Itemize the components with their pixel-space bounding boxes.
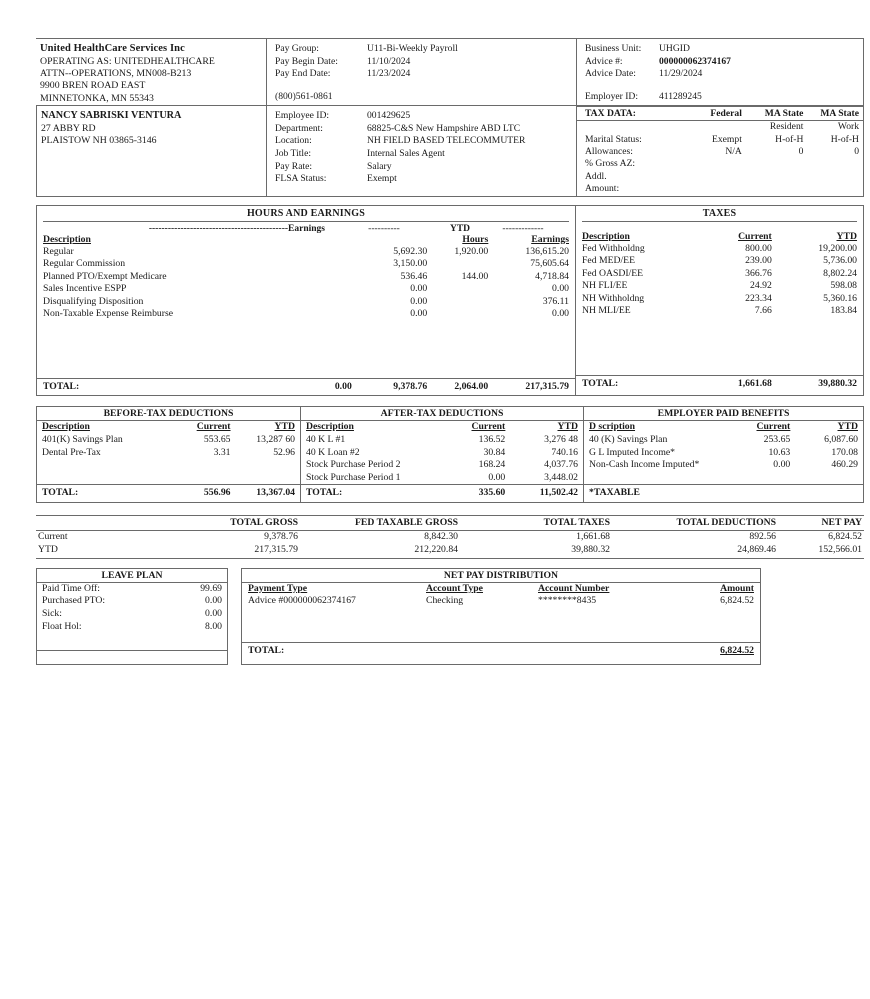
earnings-row [37,308,575,320]
taxes-column-header [576,231,863,243]
tax-row [576,268,863,280]
pay-rate-label: Pay Rate: [275,160,313,172]
earnings-row [37,258,575,270]
earnings-column-header [37,234,575,246]
earnings-row [37,246,575,258]
before-tax-col-current: Current [196,421,231,433]
employer-benefit-description: Non-Cash Income Imputed* [589,459,700,471]
summary-col-net-pay: NET PAY [821,516,862,528]
earnings-ytd-amount: 136,615.20 [525,245,569,257]
summary-total-deductions: 24,869.46 [737,544,776,556]
after-tax-total-label: TOTAL: [306,487,343,499]
tax-sub-resident: Resident [769,121,804,133]
after-tax-column-header [301,421,583,434]
earnings-ytd-amount: 0.00 [552,283,569,295]
tax-ytd: 183.84 [830,305,858,316]
before-tax-total-current: 556.96 [203,487,231,499]
after-tax-current: 0.00 [488,471,506,483]
employer-paid-benefits-title: EMPLOYER PAID BENEFITS [657,408,790,420]
flsa-status-value: Exempt [367,173,397,185]
employer-benefit-description: G L Imputed Income* [589,446,675,458]
header-bottom-rule [36,196,864,197]
department-value: 68825-C&S New Hampshire ABD LTC [367,122,521,134]
earnings-description: Regular [43,245,74,257]
net-pay-column-header [242,583,760,596]
earnings-amount: 0.00 [410,308,428,319]
company-block [36,39,266,105]
tax-col-federal: Federal [710,108,742,120]
document-header [36,38,864,105]
earnings-ytd-hours [427,258,488,270]
earnings-ytd-hours: 144.00 [461,270,489,282]
employee-details-block [266,106,576,195]
marital-status-resident: H-of-H [775,133,804,145]
before-tax-col-description: Description [42,421,90,433]
leave-row [37,595,227,608]
company-address-line: ATTN--OPERATIONS, MN008-B213 [40,67,192,79]
business-unit-row [585,43,863,56]
net-pay-col-amount: Amount [720,582,754,594]
earnings-total-ytd-earnings: 217,315.79 [525,381,569,393]
pay-rate-row [275,161,576,174]
pay-begin-label: Pay Begin Date: [275,55,338,67]
leave-plan-panel [36,568,228,665]
taxes-panel [576,205,864,397]
earnings-col-ytd-hours: Hours [462,233,489,245]
earnings-total-row [37,379,575,395]
marital-status-federal: Exempt [712,133,742,145]
department-label: Department: [275,122,323,134]
earnings-description: Disqualifying Disposition [43,295,144,307]
earnings-amount: 0.00 [410,295,428,307]
before-tax-ytd: 52.96 [273,446,295,458]
earnings-row [37,296,575,308]
job-title-value: Internal Sales Agent [367,147,445,159]
company-address-line: MINNETONKA, MN 55343 [40,92,154,104]
after-tax-col-current: Current [471,421,506,433]
employer-id-label: Employer ID: [585,90,639,102]
employer-paid-benefits-panel [584,406,864,502]
earnings-description: Sales Incentive ESPP [43,283,127,295]
pay-group-row [275,43,576,56]
earnings-dash-mid: ---------- [368,223,400,234]
pct-gross-label: % Gross AZ: [585,158,636,170]
tax-row [576,305,863,317]
amount-label-row [577,183,863,195]
earnings-amount: 536.46 [400,270,428,282]
employer-benefits-col-description: D scription [589,421,636,433]
taxes-total-label: TOTAL: [582,378,619,390]
taxes-total-ytd: 39,880.32 [818,378,858,390]
summary-fed-taxable-gross: 8,842.30 [424,531,458,543]
advice-date-row [585,68,863,81]
tax-data-block [576,106,864,195]
leave-row [37,583,227,596]
before-tax-total-ytd: 13,367.04 [256,487,295,499]
leave-row [37,608,227,621]
earnings-dash-header [37,222,575,234]
net-pay-distribution-title: NET PAY DISTRIBUTION [443,569,559,581]
advice-number-value: 000000062374167 [659,55,731,67]
business-unit-value: UHGID [659,43,690,54]
summary-row-label: YTD [38,544,58,556]
tax-current: 7.66 [754,305,772,316]
advice-number-label: Advice #: [585,55,623,67]
tax-current: 223.34 [745,292,772,304]
summary-col-total-gross: TOTAL GROSS [230,516,298,528]
leave-label: Float Hol: [42,621,82,633]
pay-end-row [275,68,576,81]
leave-row [37,621,227,634]
pay-group-label: Pay Group: [275,43,319,54]
employer-benefit-current: 10.63 [768,446,791,458]
tax-description: NH MLI/EE [582,305,631,316]
earnings-description: Planned PTO/Exempt Medicare [43,270,167,282]
job-title-label: Job Title: [275,147,311,159]
employer-benefit-ytd: 460.29 [831,459,858,471]
net-pay-distribution-panel [241,568,761,665]
net-pay-account-number: ********8435 [538,595,597,607]
before-tax-current: 553.65 [203,434,231,445]
company-address-line: OPERATING AS: UNITEDHEALTHCARE [40,55,215,67]
tax-col-state-resident: MA State [764,108,804,120]
after-tax-description: Stock Purchase Period 1 [306,471,401,483]
employer-id-row [585,91,863,104]
after-tax-row [301,434,583,447]
advice-block [576,39,864,105]
employer-id-value: 411289245 [659,90,702,102]
location-value: NH FIELD BASED TELECOMMUTER [367,135,526,147]
net-pay-col-account-number: Account Number [538,582,610,594]
allowances-work: 0 [854,145,859,157]
taxable-footnote-row [584,485,863,502]
before-tax-column-header [37,421,300,434]
net-pay-filler [242,608,760,642]
summary-total-taxes: 1,661.68 [576,531,610,543]
after-tax-total-ytd: 11,502.42 [539,487,578,499]
advice-date-value: 11/29/2024 [659,68,703,80]
employer-benefit-ytd: 170.08 [831,446,858,458]
taxes-title: TAXES [702,207,737,219]
earnings-amount: 0.00 [410,283,428,295]
tax-current: 24.92 [750,280,772,292]
employee-address-line-1: 27 ABBY RD [41,122,96,134]
after-tax-total-current: 335.60 [478,487,506,499]
employer-benefit-row [584,434,863,447]
earnings-ytd-amount: 4,718.84 [535,270,569,282]
allowances-row [577,146,863,158]
tax-current: 366.76 [745,267,772,279]
summary-row-label: Current [38,531,68,543]
leave-plan-title: LEAVE PLAN [101,569,163,581]
net-pay-account-type: Checking [426,595,464,607]
advice-number-row [585,56,863,69]
deductions-section [36,406,864,502]
before-tax-ytd: 13,287 60 [256,434,295,445]
earnings-ytd-hours: 1,920.00 [454,245,489,257]
tax-ytd: 19,200.00 [818,242,858,254]
after-tax-col-ytd: YTD [557,421,578,433]
marital-status-work: H-of-H [830,133,859,145]
tax-description: NH Withholdng [582,292,645,304]
location-label: Location: [275,135,312,147]
taxes-total-current: 1,661.68 [737,378,772,390]
leave-value: 0.00 [205,595,222,607]
before-tax-deductions-panel [36,406,301,502]
employee-id-row [275,110,576,123]
department-row [275,123,576,136]
earnings-ytd-hours [427,308,488,320]
amount-label: Amount: [585,183,620,195]
earnings-col-ytd-earnings: Earnings [531,233,569,245]
leave-label: Sick: [42,608,62,620]
addl-label: Addl. [585,170,607,182]
net-pay-col-payment-type: Payment Type [248,582,308,594]
taxes-total-row [576,376,863,392]
earnings-row [37,283,575,295]
employee-id-value: 001429625 [367,110,411,122]
tax-row [576,243,863,255]
employer-benefit-current: 0.00 [773,459,791,471]
earnings-description: Non-Taxable Expense Reimburse [43,308,174,319]
earnings-total-earnings: 9,378.76 [393,381,428,393]
hours-and-earnings-title: HOURS AND EARNINGS [246,207,366,219]
before-tax-deductions-title: BEFORE-TAX DEDUCTIONS [103,408,234,420]
summary-fed-taxable-gross: 212,220.84 [414,544,458,556]
tax-row [576,280,863,292]
before-tax-filler [37,459,300,484]
tax-row [576,255,863,267]
earnings-taxes-section [36,205,864,397]
employer-benefit-ytd: 6,087.60 [824,434,858,445]
summary-net-pay: 152,566.01 [818,544,862,556]
leave-filler [37,634,227,650]
after-tax-description: Stock Purchase Period 2 [306,459,401,471]
after-tax-row [301,472,583,485]
before-tax-description: Dental Pre-Tax [42,446,101,458]
after-tax-deductions-panel [301,406,584,502]
pct-gross-row [577,158,863,170]
earnings-ytd-label: YTD [449,223,471,234]
leave-label: Paid Time Off: [42,582,100,594]
allowances-federal: N/A [725,145,742,157]
earnings-total-ytd-hours: 2,064.00 [454,381,489,393]
summary-total-taxes: 39,880.32 [571,544,610,556]
after-tax-total-row [301,485,583,502]
flsa-status-row [275,173,576,186]
net-pay-row [242,595,760,608]
summary-col-fed-taxable-gross: FED TAXABLE GROSS [355,516,458,528]
after-tax-row [301,459,583,472]
employer-benefit-description: 40 (K) Savings Plan [589,434,668,445]
after-tax-current: 136.52 [478,434,506,445]
summary-band [36,515,864,559]
leave-label: Purchased PTO: [42,595,106,607]
company-phone: (800)561-0861 [275,90,333,102]
summary-bottom-rule [36,558,864,559]
earnings-filler [37,320,575,378]
earnings-ytd-hours [427,283,488,295]
marital-status-label: Marital Status: [585,133,642,145]
tax-ytd: 598.08 [830,280,858,292]
earnings-row [37,271,575,283]
before-tax-current: 3.31 [213,446,231,458]
net-pay-total-amount: 6,824.52 [720,645,754,657]
earnings-col-description: Description [43,233,91,245]
tax-description: Fed MED/EE [582,255,636,267]
taxes-col-current: Current [738,230,772,242]
employer-benefit-row [584,447,863,460]
employee-address-line-2: PLAISTOW NH 03865-3146 [41,135,157,147]
pay-end-value: 11/23/2024 [367,68,411,80]
after-tax-ytd: 4,037.76 [544,459,578,471]
tax-description: NH FLI/EE [582,280,628,292]
after-tax-ytd: 740.16 [551,446,578,458]
leave-footer-space [37,651,227,664]
after-tax-description: 40 K L #1 [306,434,346,445]
tax-current: 239.00 [745,255,772,267]
after-tax-current: 30.84 [483,446,506,458]
after-tax-ytd: 3,276 48 [544,434,578,445]
after-tax-current: 168.24 [478,459,506,471]
earnings-total-label: TOTAL: [43,381,80,393]
tax-ytd: 5,360.16 [823,292,858,304]
earnings-ytd-amount: 376.11 [542,295,569,307]
taxes-col-ytd: YTD [836,230,858,242]
after-tax-ytd: 3,448.02 [544,471,578,483]
bottom-section [36,568,864,665]
leave-value: 99.69 [200,582,222,594]
earnings-amount: 5,692.30 [393,245,428,257]
after-tax-description: 40 K Loan #2 [306,446,360,458]
summary-total-gross: 217,315.79 [254,544,298,556]
pay-begin-value: 11/10/2024 [367,55,411,67]
tax-data-title: TAX DATA: [585,108,636,120]
allowances-resident: 0 [798,145,804,157]
advice-date-label: Advice Date: [585,68,636,80]
flsa-status-label: FLSA Status: [275,173,327,185]
taxes-filler [576,317,863,375]
summary-col-total-taxes: TOTAL TAXES [543,516,610,528]
summary-row-current [36,531,864,544]
tax-ytd: 5,736.00 [823,255,858,267]
tax-ytd: 8,802.24 [823,267,858,279]
tax-col-state-work: MA State [820,108,859,120]
tax-data-header [577,106,863,121]
earnings-ytd-hours [427,296,488,308]
pay-advice-document [36,38,864,665]
hours-and-earnings-panel [36,205,576,397]
tax-subheader-row [577,121,863,133]
after-tax-row [301,447,583,460]
employer-benefits-column-header [584,421,863,434]
pay-begin-row [275,56,576,69]
addl-label-row [577,171,863,183]
pay-group-value: U11-Bi-Weekly Payroll [367,43,458,54]
employee-tax-band [36,105,864,195]
employer-benefit-current: 253.65 [763,434,791,445]
after-tax-col-description: Description [306,421,354,433]
summary-col-total-deductions: TOTAL DEDUCTIONS [676,516,776,528]
earnings-ytd-amount: 0.00 [552,308,569,319]
taxable-footnote: *TAXABLE [589,486,640,498]
leave-value: 8.00 [205,621,222,633]
after-tax-deductions-title: AFTER-TAX DEDUCTIONS [380,408,504,420]
earnings-description: Regular Commission [43,258,126,270]
summary-col-blank [38,517,150,530]
earnings-ytd-amount: 75,605.64 [530,258,569,270]
earnings-dash-left: --------------------------------------------Earnings [148,223,325,234]
tax-sub-work: Work [837,121,859,133]
job-title-row [275,148,576,161]
employee-address-block [36,106,266,195]
tax-description: Fed OASDI/EE [582,267,644,279]
before-tax-col-ytd: YTD [274,421,295,433]
employee-id-label: Employee ID: [275,110,330,122]
net-pay-amount: 6,824.52 [720,595,754,607]
before-tax-description: 401(K) Savings Plan [42,434,123,445]
before-tax-row [37,434,300,447]
before-tax-total-label: TOTAL: [42,487,79,499]
employer-benefit-row [584,459,863,472]
summary-net-pay: 6,824.52 [828,531,862,543]
net-pay-payment-type: Advice #000000062374167 [248,595,356,607]
business-unit-label: Business Unit: [585,43,642,54]
earnings-total-hours: 0.00 [334,381,352,393]
earnings-dash-right: ------------- [502,223,544,234]
company-name: United HealthCare Services Inc [40,43,185,54]
allowances-label: Allowances: [585,145,633,157]
net-pay-total-row [242,643,760,660]
summary-column-header [36,516,864,531]
earnings-amount: 3,150.00 [393,258,428,270]
tax-description: Fed Withholdng [582,242,645,254]
summary-total-deductions: 892.56 [749,531,776,543]
company-address-line: 9900 BREN ROAD EAST [40,80,146,92]
summary-total-gross: 9,378.76 [264,531,298,543]
before-tax-row [37,447,300,460]
pay-end-label: Pay End Date: [275,68,331,80]
tax-row [576,293,863,305]
employer-benefits-filler [584,472,863,484]
pay-period-block [266,39,576,105]
taxes-col-description: Description [582,230,630,242]
net-pay-col-account-type: Account Type [426,582,483,594]
pay-rate-value: Salary [367,160,392,172]
leave-value: 0.00 [205,608,222,620]
tax-current: 800.00 [745,242,772,254]
employee-name: NANCY SABRISKI VENTURA [41,110,182,122]
marital-status-row [577,134,863,146]
summary-row-ytd [36,544,864,557]
location-row [275,135,576,148]
net-pay-total-label: TOTAL: [248,645,285,657]
employer-benefits-col-ytd: YTD [837,421,858,433]
before-tax-total-row [37,485,300,502]
employer-benefits-col-current: Current [756,421,791,433]
